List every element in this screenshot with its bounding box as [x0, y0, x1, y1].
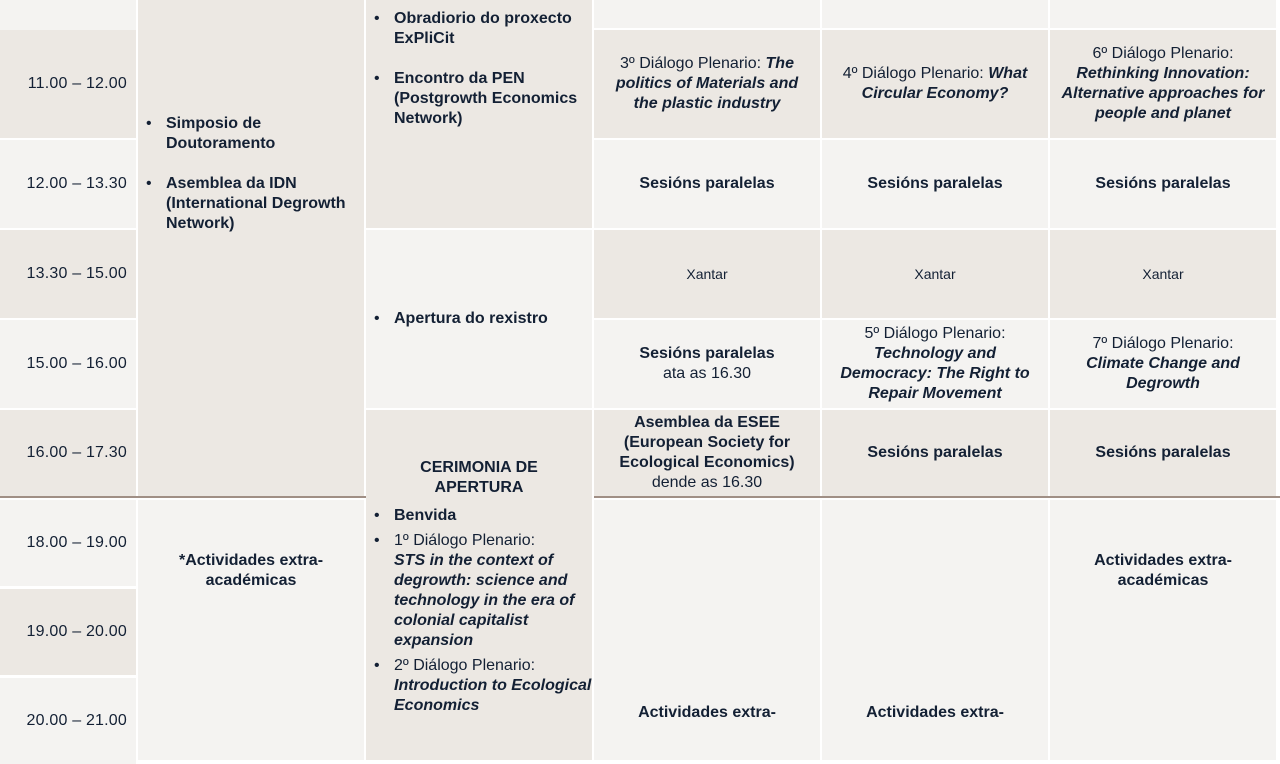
session-note: ata as 16.30 [662, 365, 752, 382]
parallel-sessions: Sesións paralelas [639, 345, 775, 362]
esee-assembly: Asemblea da ESEE (European Society for Ecological Economics) [619, 414, 795, 471]
extra-academic-activities: Actividades extra-académicas [1050, 500, 1276, 760]
workshops-cell [366, 0, 592, 228]
dialogue-label: 7º Diálogo Plenario: [1092, 335, 1234, 352]
day-separator [594, 496, 1280, 498]
plenary-dialogue-cell [822, 320, 1048, 408]
plenary-dialogue-cell [822, 30, 1048, 138]
dialogue-label: 2º Diálogo Plenario: [394, 657, 536, 674]
time-cell: 11.00 – 12.00 [0, 30, 136, 138]
time-cell: 15.00 – 16.00 [0, 320, 136, 408]
list-item: • Encontro da PEN (Postgrowth Economics Network) [366, 69, 592, 129]
dialogue-title: The politics of Materials and the plastic industry [615, 55, 799, 112]
dialogue-label: 5º Diálogo Plenario: [864, 325, 1006, 342]
esee-assembly-cell [594, 410, 820, 496]
list-item [366, 656, 592, 716]
plenary-dialogue-cell [1050, 30, 1276, 138]
dialogue-title: What Circular Economy? [861, 65, 1028, 102]
list-item [366, 531, 592, 651]
extra-academic-activities: Actividades extra- [822, 500, 1048, 760]
list-item: • Simposio de Doutoramento [138, 114, 364, 154]
registration-cell [366, 230, 592, 408]
empty-cell [822, 0, 1048, 28]
empty-cell [594, 0, 820, 28]
lunch-cell: Xantar [594, 230, 820, 318]
dialogue-title: Introduction to Ecological Economics [394, 677, 592, 714]
lunch-cell: Xantar [822, 230, 1048, 318]
doctoral-column-cell [138, 0, 364, 496]
parallel-sessions: Sesións paralelas [822, 410, 1048, 496]
parallel-sessions-cell [594, 320, 820, 408]
ceremony-title: CERIMONIA DE APERTURA [420, 459, 538, 496]
extra-academic-activities: *Actividades extra-académicas [138, 500, 364, 760]
dialogue-title: Climate Change and Degrowth [1086, 355, 1240, 392]
time-cell: 18.00 – 19.00 [0, 500, 136, 586]
list-item: • Obradiorio do proxecto ExPliCit [366, 9, 592, 49]
dialogue-label: 4º Diálogo Plenario: [842, 65, 984, 82]
parallel-sessions: Sesións paralelas [1050, 140, 1276, 228]
dialogue-label: 1º Diálogo Plenario: [394, 532, 536, 549]
dialogue-title: Rethinking Innovation: Alternative approaches for people and planet [1061, 65, 1265, 122]
day-separator [0, 496, 366, 498]
time-cell: 16.00 – 17.30 [0, 410, 136, 496]
time-cell: 12.00 – 13.30 [0, 140, 136, 228]
lunch-cell: Xantar [1050, 230, 1276, 318]
dialogue-label: 6º Diálogo Plenario: [1092, 45, 1234, 62]
list-item: • Benvida [366, 506, 592, 526]
session-note: dende as 16.30 [651, 474, 763, 491]
extra-academic-activities: Actividades extra- [594, 500, 820, 760]
plenary-dialogue-cell [594, 30, 820, 138]
dialogue-label: 3º Diálogo Plenario: [620, 55, 762, 72]
time-cell: 20.00 – 21.00 [0, 678, 136, 764]
parallel-sessions: Sesións paralelas [822, 140, 1048, 228]
empty-cell [1050, 0, 1276, 28]
plenary-dialogue-cell [1050, 320, 1276, 408]
parallel-sessions: Sesións paralelas [594, 140, 820, 228]
time-cell: 19.00 – 20.00 [0, 589, 136, 675]
dialogue-title: STS in the context of degrowth: science and technology in the era of colonial capitalist expansion [394, 552, 575, 649]
parallel-sessions: Sesións paralelas [1050, 410, 1276, 496]
time-cell: 13.30 – 15.00 [0, 230, 136, 318]
list-item: • Apertura do rexistro [366, 309, 592, 329]
opening-ceremony-cell [366, 410, 592, 760]
dialogue-title: Technology and Democracy: The Right to Repair Movement [840, 345, 1030, 402]
list-item: • Asemblea da IDN (International Degrowth Network) [138, 174, 364, 234]
time-cell-empty [0, 0, 136, 30]
